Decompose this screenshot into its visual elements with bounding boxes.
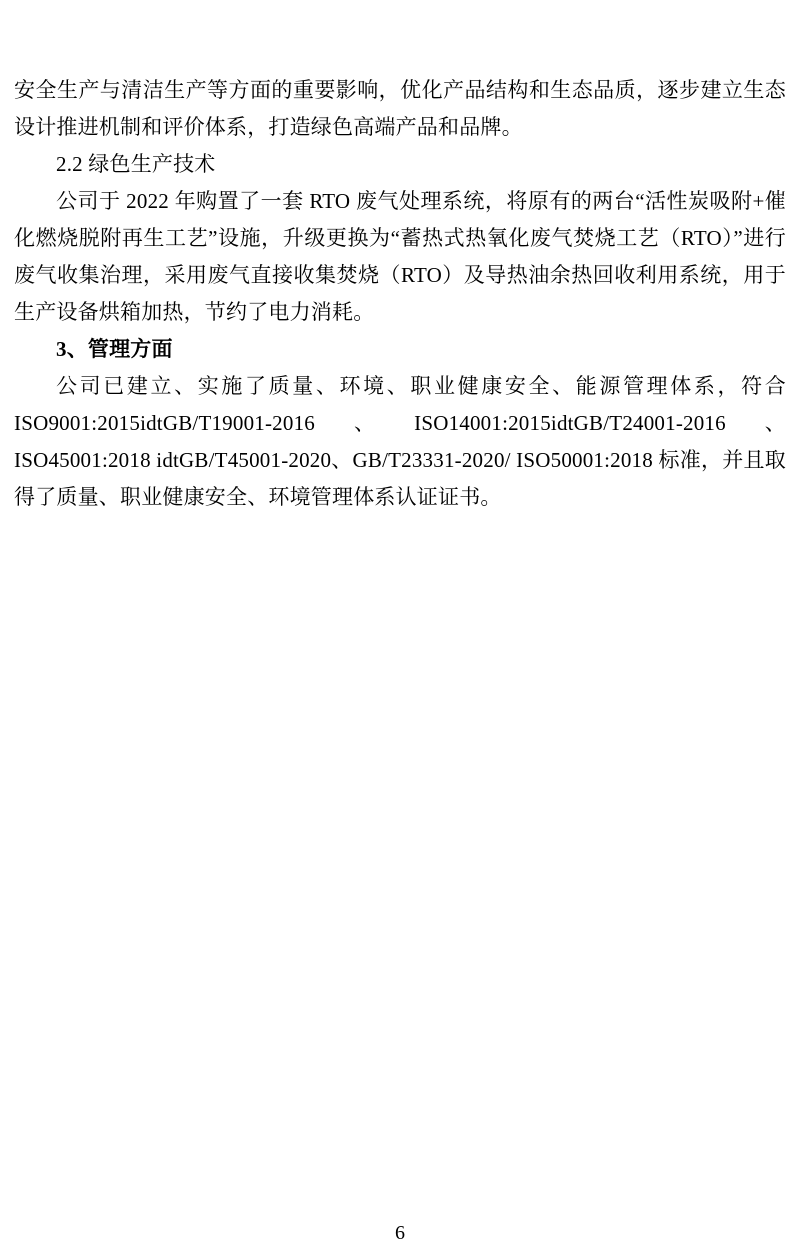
paragraph-management-certifications: 公司已建立、实施了质量、环境、职业健康安全、能源管理体系，符合 ISO9001:2015idtGB/T19001-2016、ISO14001:2015idtGB/T24001-2016、ISO45001:2018 idtGB/T45001-2020、GB/T23331-2020/ ISO50001:2018 标准，并且取得了质量、职业健康安全、环境管理体系认证证书。 (14, 374, 786, 509)
page-number: 6 (395, 1222, 405, 1244)
heading-green-production-tech: 2.2 绿色生产技术 (56, 152, 216, 176)
page-footer (0, 1220, 800, 1246)
paragraph-rto-waste-gas-system: 公司于 2022 年购置了一套 RTO 废气处理系统，将原有的两台“活性炭吸附+催化燃烧脱附再生工艺”设施，升级更换为“蓄热式热氧化废气焚烧工艺（RTO）”进行废气收集治理，采用废气直接收集焚烧（RTO）及导热油余热回收利用系统，用于生产设备烘箱加热，节约了电力消耗。 (14, 189, 786, 324)
paragraph-continuation: 安全生产与清洁生产等方面的重要影响，优化产品结构和生态品质，逐步建立生态设计推进机制和评价体系，打造绿色高端产品和品牌。 (14, 78, 786, 139)
document-body (14, 72, 786, 516)
heading-management-aspect: 3、管理方面 (56, 337, 173, 361)
